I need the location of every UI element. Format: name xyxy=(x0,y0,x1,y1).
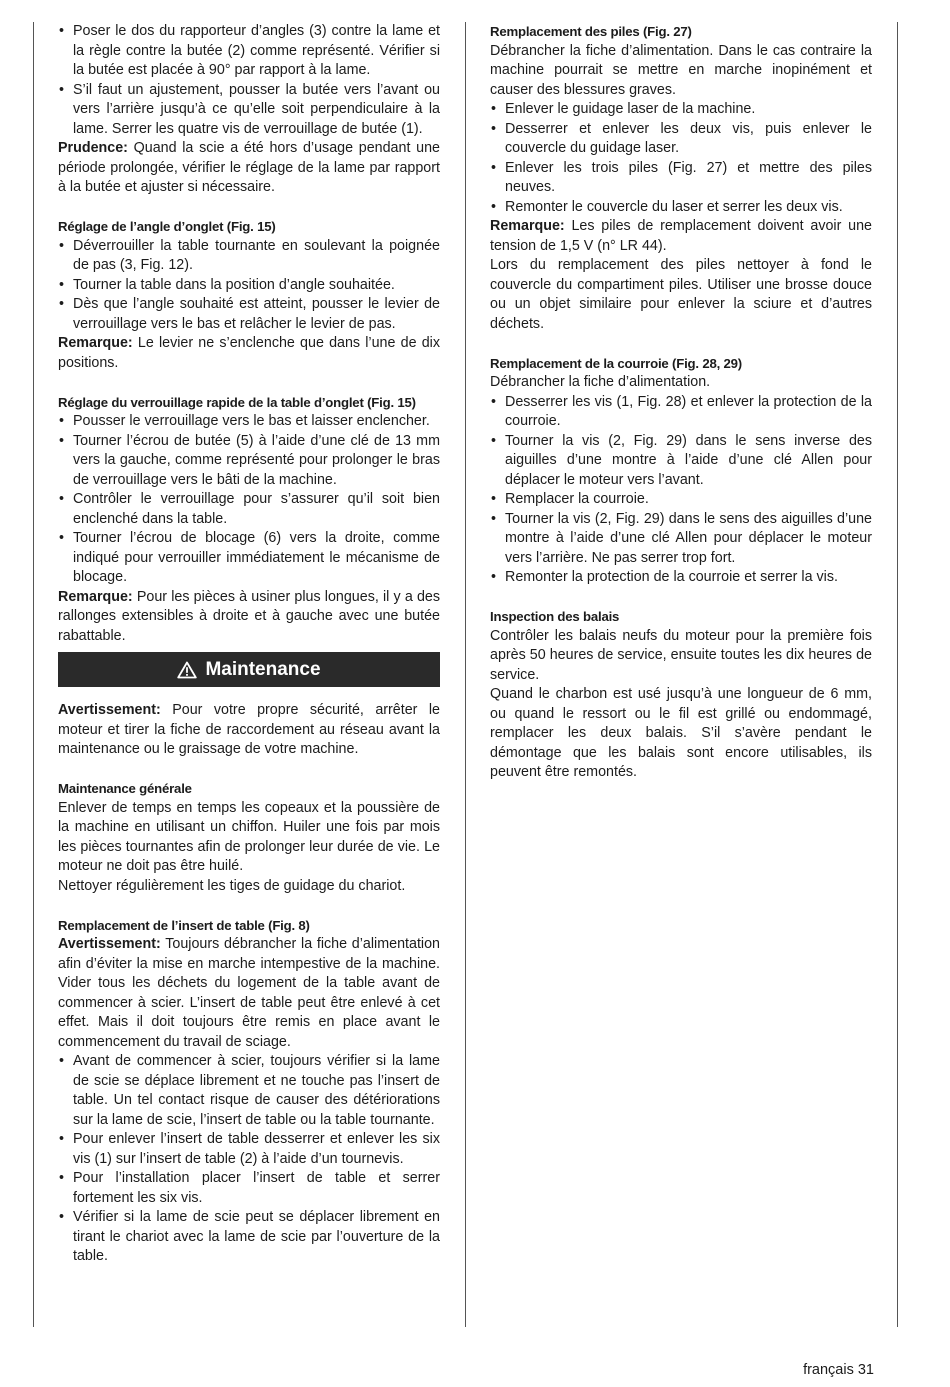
left-column xyxy=(58,22,440,1267)
courroie-list xyxy=(490,393,872,588)
list-item: • Vérifier si la lame de scie peut se déplacer librement en tirant le chariot avec la lame de scie par l’ouverture de la table. xyxy=(58,1208,440,1267)
list-item: • Enlever les trois piles (Fig. 27) et mettre des piles neuves. xyxy=(490,159,872,198)
list-item: • Pour l’installation placer l’insert de table et serrer fortement les six vis. xyxy=(58,1169,440,1208)
list-item: • Poser le dos du rapporteur d’angles (3) contre la lame et la règle contre la butée (2) comme représenté. Vérifier si la butée est placée à 90° par rapport à la lame. xyxy=(58,22,440,81)
section-heading-balais: Inspection des balais xyxy=(490,609,620,624)
list-item: • Dès que l’angle souhaité est atteint, pousser le levier de verrouillage vers le bas et relâcher le levier de pas. xyxy=(58,295,440,334)
intro-list xyxy=(58,22,440,139)
note-text: Les piles de remplacement doivent avoir une tension de 1,5 V (n° LR 44). xyxy=(490,218,872,254)
list-item: • S’il faut un ajustement, pousser la butée vers l’avant ou vers l’arrière jusqu’à ce qu’elle soit perpendiculaire à la lame. Serrer les quatre vis de verrouillage de butée (1). xyxy=(58,81,440,140)
verrouillage-list xyxy=(58,412,440,588)
balais-text: Contrôler les balais neufs du moteur pour la première fois après 50 heures de service, ensuite toutes les dix heures de service. xyxy=(490,627,872,683)
note-text: Le levier ne s’enclenche que dans l’une de dix positions. xyxy=(58,335,440,371)
right-column xyxy=(490,22,872,783)
warning-label: Avertissement: xyxy=(58,702,161,718)
list-item: • Tourner l’écrou de butée (5) à l’aide d’une clé de 13 mm vers la gauche, comme représenté pour prolonger le bras de verrouillage vers le bâti de la machine. xyxy=(58,432,440,491)
warning-text: Pour votre propre sécurité, arrêter le moteur et tirer la fiche de raccordement au réseau avant la maintenance ou le graissage de votre machine. xyxy=(58,702,440,757)
section-heading-verrouillage: Réglage du verrouillage rapide de la table d’onglet (Fig. 15) xyxy=(58,394,416,410)
list-item: • Pousser le verrouillage vers le bas et laisser enclencher. xyxy=(58,412,440,432)
maintenance-title: Maintenance xyxy=(205,658,321,680)
list-item: • Enlever le guidage laser de la machine. xyxy=(490,100,872,120)
list-item: • Remplacer la courroie. xyxy=(490,490,872,510)
prudence-paragraph xyxy=(58,139,440,198)
note-label: Remarque: xyxy=(490,218,565,234)
note-label: Remarque: xyxy=(58,335,133,351)
onglet-list xyxy=(58,237,440,335)
list-item: • Déverrouiller la table tournante en soulevant la poignée de pas (3, Fig. 12). xyxy=(58,237,440,276)
list-item: • Remonter le couvercle du laser et serrer les deux vis. xyxy=(490,198,872,218)
list-item: • Remonter la protection de la courroie et serrer la vis. xyxy=(490,568,872,588)
list-item: • Tourner l’écrou de blocage (6) vers la droite, comme indiqué pour verrouiller immédiatement le mécanisme de blocage. xyxy=(58,529,440,588)
warning-label: Avertissement: xyxy=(58,936,161,952)
right-margin-rule xyxy=(897,22,898,1327)
list-item: • Pour enlever l’insert de table desserrer et enlever les six vis (1) sur l’insert de table (2) à l’aide d’un tournevis. xyxy=(58,1130,440,1169)
section-heading-general: Maintenance générale xyxy=(58,781,192,796)
onglet-note xyxy=(58,334,440,373)
list-item: • Contrôler le verrouillage pour s’assurer qu’il soit bien enclenché dans la table. xyxy=(58,490,440,529)
verrouillage-note xyxy=(58,588,440,647)
piles-clean-text: Lors du remplacement des piles nettoyer à fond le couvercle du compartiment piles. Utiliser une brosse douce ou un objet similaire pour enlever la sciure et d’autres déchets. xyxy=(490,257,872,332)
section-heading-courroie: Remplacement de la courroie (Fig. 28, 29) xyxy=(490,355,742,371)
maintenance-warning xyxy=(58,701,440,760)
note-text: Pour les pièces à usiner plus longues, il y a des rallonges extensibles à droite et à gauche avec une butée rabattable. xyxy=(58,588,440,644)
courroie-intro: Débrancher la fiche d’alimentation. xyxy=(490,374,711,390)
warning-triangle-icon xyxy=(177,661,197,679)
piles-intro: Débrancher la fiche d’alimentation. Dans le cas contraire la machine pourrait se mettre en marche inopinément et causer des blessures graves. xyxy=(490,42,872,98)
balais-text: Quand le charbon est usé jusqu’à une longueur de 6 mm, ou quand le ressort ou le fil est grillé ou endommagé, remplacer les deux balais. S’il s’avère pendant le démontage que les balais sont encore utilisables, ils peuvent être remontés. xyxy=(490,686,872,780)
list-item: • Tourner la table dans la position d’angle souhaitée. xyxy=(58,276,440,296)
insert-list xyxy=(58,1052,440,1267)
section-heading-onglet: Réglage de l’angle d’onglet (Fig. 15) xyxy=(58,219,276,234)
warning-text: Toujours débrancher la fiche d’alimentation afin d’éviter la mise en marche intempestive de la machine. Vider tous les déchets du logement de la table avant de commencer à scier. L’insert de table peut être enlevé à cet effet. Mais il doit toujours être remis en place avant le commencement du travail de sciage. xyxy=(58,936,440,1050)
left-margin-rule xyxy=(33,22,34,1327)
column-divider xyxy=(465,22,466,1327)
maintenance-banner xyxy=(58,652,440,687)
general-text: Enlever de temps en temps les copeaux et la poussière de la machine en utilisant un chiffon. Huiler une fois par mois les pièces tournantes afin de prolonger leur durée de vie. Le moteur ne doit pas être huilé. xyxy=(58,799,440,874)
list-item: • Tourner la vis (2, Fig. 29) dans le sens inverse des aiguilles d’une montre à l’aide d’une clé Allen pour déplacer le moteur vers l’avant. xyxy=(490,432,872,491)
prudence-text: Quand la scie a été hors d’usage pendant une période prolongée, vérifier le réglage de la lame par rapport à la butée et ajuster si nécessaire. xyxy=(58,140,440,195)
section-heading-piles: Remplacement des piles (Fig. 27) xyxy=(490,24,692,39)
insert-warning xyxy=(58,935,440,1052)
list-item: • Tourner la vis (2, Fig. 29) dans le sens des aiguilles d’une montre à l’aide d’une clé Allen pour déplacer le moteur vers l’arrière. Ne pas serrer trop fort. xyxy=(490,510,872,569)
piles-note xyxy=(490,217,872,256)
list-item: • Desserrer et enlever les deux vis, puis enlever le couvercle du guidage laser. xyxy=(490,120,872,159)
prudence-label: Prudence: xyxy=(58,140,128,156)
page-footer: français 31 xyxy=(803,1362,874,1378)
note-label: Remarque: xyxy=(58,588,133,605)
piles-list xyxy=(490,100,872,217)
list-item: • Desserrer les vis (1, Fig. 28) et enlever la protection de la courroie. xyxy=(490,393,872,432)
section-heading-insert: Remplacement de l’insert de table (Fig. 8) xyxy=(58,917,310,933)
general-text: Nettoyer régulièrement les tiges de guidage du chariot. xyxy=(58,877,406,894)
list-item: • Avant de commencer à scier, toujours vérifier si la lame de scie se déplace librement et ne touche pas l’insert de table. Un tel contact risque de causer des détériorations sur la lame de scie, l’insert de table ou la table tournante. xyxy=(58,1052,440,1130)
